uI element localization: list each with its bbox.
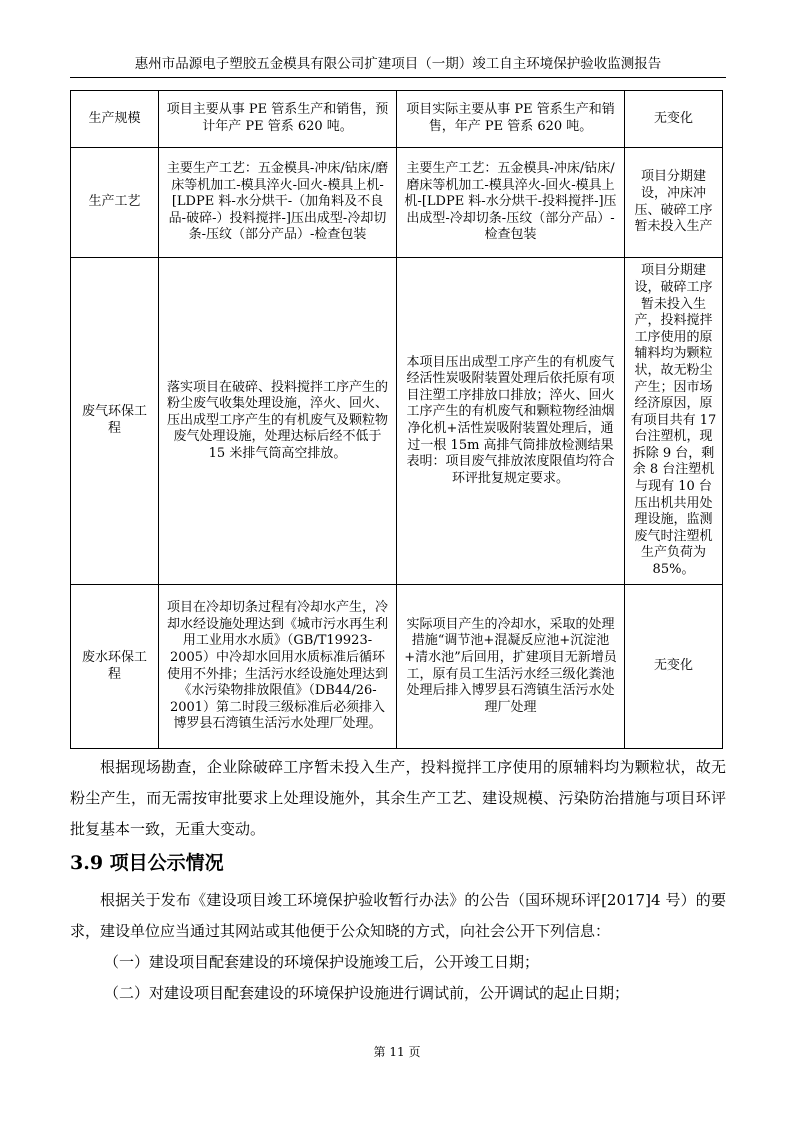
- row-item-cell: 生产工艺: [71, 148, 159, 258]
- comparison-table: [70, 90, 723, 749]
- change-cell: 无变化: [625, 91, 723, 148]
- table-row: [71, 258, 723, 585]
- eia-requirement-cell: 主要生产工艺：五金模具-冲床/钻床/磨床等机加工-模具淬火-回火-模具上机-[LDPE 料-水分烘干-（加角料及不良品-破碎-）投料搅拌-]压出成型-冷却切条-压纹（部分产品）-检查包装: [159, 148, 397, 258]
- table-row: [71, 148, 723, 258]
- list-item: （一）建设项目配套建设的环境保护设施竣工后，公开竣工日期；: [104, 953, 540, 971]
- actual-status-cell: 项目实际主要从事 PE 管系生产和销售，年产 PE 管系 620 吨。: [397, 91, 625, 148]
- header-divider: [70, 77, 726, 78]
- actual-status-cell: 主要生产工艺：五金模具-冲床/钻床/磨床等机加工-模具淬火-回火-模具上机-[LDPE 料-水分烘干-投料搅拌-]压出成型-冷却切条-压纹（部分产品）-检查包装: [397, 148, 625, 258]
- change-cell: 无变化: [625, 585, 723, 749]
- change-cell: 项目分期建设，破碎工序暂未投入生产，投料搅拌工序使用的原辅料均为颗粒状，故无粉尘产生；因市场经济原因，原有项目共有 17 台注塑机，现拆除 9 台，剩余 8 台注塑机与现有 10 台压出机共用处理设施，监测废气时注塑机生产负荷为 85%。: [625, 258, 723, 585]
- actual-status-cell: 本项目压出成型工序产生的有机废气经活性炭吸附装置处理后依托原有项目注塑工序排放口排放；淬火、回火工序产生的有机废气和颗粒物经油烟净化机+活性炭吸附装置处理后，通过一根 15m 高排气筒排放检测结果表明：项目废气排放浓度限值均符合环评批复规定要求。: [397, 258, 625, 585]
- eia-requirement-cell: 项目主要从事 PE 管系生产和销售，预计年产 PE 管系 620 吨。: [159, 91, 397, 148]
- actual-status-cell: 实际项目产生的冷却水，采取的处理措施“调节池+混凝反应池+沉淀池+清水池”后回用，扩建项目无新增员工，原有员工生活污水经三级化粪池处理后排入博罗县石湾镇生活污水处理厂处理: [397, 585, 625, 749]
- list-item: （二）对建设项目配套建设的环境保护设施进行调试前，公开调试的起止日期；: [104, 984, 630, 1002]
- row-item-cell: 废水环保工程: [71, 585, 159, 749]
- conclusion-paragraph: 根据现场勘查，企业除破碎工序暂未投入生产，投料搅拌工序使用的原辅料均为颗粒状，故无粉尘产生，而无需按审批要求上处理设施外，其余生产工艺、建设规模、污染防治措施与项目环评批复基本一致，无重大变动。: [70, 758, 726, 838]
- section-intro-paragraph: 根据关于发布《建设项目竣工环境保护验收暂行办法》的公告（国环规环评[2017]4 号）的要求，建设单位应当通过其网站或其他便于公众知晓的方式，向社会公开下列信息：: [70, 891, 726, 940]
- page-number: 第 11 页: [373, 1045, 421, 1059]
- section-heading: 3.9 项目公示情况: [70, 852, 224, 874]
- eia-requirement-cell: 落实项目在破碎、投料搅拌工序产生的粉尘废气收集处理设施，淬火、回火、压出成型工序产生的有机废气及颗粒物废气处理设施，处理达标后经不低于 15 米排气筒高空排放。: [159, 258, 397, 585]
- row-item-cell: 废气环保工程: [71, 258, 159, 585]
- row-item-cell: 生产规模: [71, 91, 159, 148]
- report-header-title: 惠州市品源电子塑胶五金模具有限公司扩建项目（一期）竣工自主环境保护验收监测报告: [134, 56, 662, 72]
- change-cell: 项目分期建设，冲床冲压、破碎工序暂未投入生产: [625, 148, 723, 258]
- table-row: [71, 91, 723, 148]
- table-row: [71, 585, 723, 749]
- eia-requirement-cell: 项目在冷却切条过程有冷却水产生，冷却水经设施处理达到《城市污水再生利用工业用水水质》（GB/T19923-2005）中冷却水回用水质标准后循环使用不外排；生活污水经设施处理达到《水污染物排放限值》（DB44/26-2001）第二时段三级标准后必须排入博罗县石湾镇生活污水处理厂处理。: [159, 585, 397, 749]
